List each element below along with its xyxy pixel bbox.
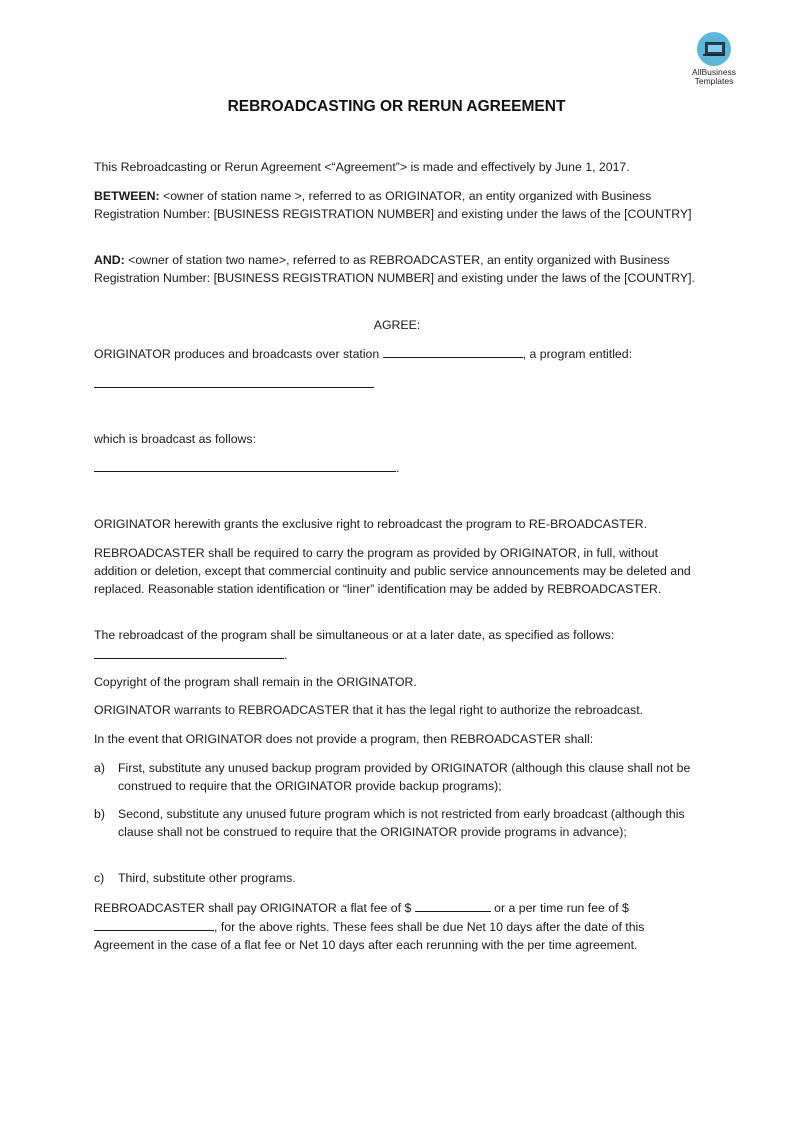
agree-heading: AGREE: [373,318,421,332]
simultaneous-paragraph: The rebroadcast of the program shall be simultaneous or at a later date, as specified as follows: [94,628,615,642]
fee-part-3: , for the above rights. These fees shall be due Net 10 days after the date of this Agreement in the case of a flat fee or Net 10 days after each rerunning with the per time agreement. [94,920,645,952]
program-title-blank [94,387,374,388]
broadcast-as-paragraph: which is broadcast as follows: [94,432,256,446]
broadcast-schedule-period: . [396,461,400,475]
between-label: BETWEEN: [94,189,160,203]
list-item [94,869,696,887]
produces-paragraph [94,344,696,363]
between-paragraph [94,187,696,223]
between-text: <owner of station name >, referred to as ORIGINATOR, an entity organized with Business Registration Number: [BUSINESS REGISTRATION NUMBER] and existing under the laws of the [COUNTRY] [94,189,692,221]
and-text: <owner of station two name>, referred to as REBROADCASTER, an entity organized with Business Registration Number: [BUSINESS REGISTRATION NUMBER] and existing under the laws of the [COUNTRY]. [94,253,695,285]
flat-fee-blank [415,898,491,912]
warrants-paragraph: ORIGINATOR warrants to REBROADCASTER that it has the legal right to authorize the rebroadcast. [94,703,644,717]
produces-after: , a program entitled: [522,347,633,361]
rebroadcast-date-blank [94,645,284,659]
and-label: AND: [94,253,125,267]
allbusiness-templates-logo [684,32,744,86]
and-paragraph [94,251,696,287]
document-title: REBROADCASTING OR RERUN AGREEMENT [227,98,566,115]
event-paragraph: In the event that ORIGINATOR does not provide a program, then REBROADCASTER shall: [94,732,594,746]
fee-part-2: or a per time run fee of $ [490,901,629,915]
grants-paragraph: ORIGINATOR herewith grants the exclusive right to rebroadcast the program to RE-BROADCASTER. [94,517,648,531]
list-item-label: c) [94,871,105,885]
rebroadcast-date-period: . [284,648,288,662]
list-item-text: Third, substitute other programs. [118,871,296,885]
list-item-label: b) [94,807,105,821]
laptop-icon [697,32,731,66]
required-paragraph: REBROADCASTER shall be required to carry the program as provided by ORIGINATOR, in full, without addition or deletion, except that commercial continuity and public service announcements may be deleted and replaced. Reasonable station identification or “liner” identification may be added by REBROADCASTER. [94,546,691,596]
logo-line-2: Templates [694,76,734,86]
produces-before: ORIGINATOR produces and broadcasts over station [94,347,383,361]
list-item-text: First, substitute any unused backup program provided by ORIGINATOR (although this clause shall not be construed to require that the ORIGINATOR provide backup programs); [118,761,691,793]
list-item-text: Second, substitute any unused future program which is not restricted from early broadcast (although this clause shall not be construed to require that the ORIGINATOR provide programs in advance); [118,807,685,839]
per-run-fee-blank [94,917,214,931]
broadcast-schedule-line [94,458,696,477]
copyright-paragraph: Copyright of the program shall remain in the ORIGINATOR. [94,675,417,689]
logo-text [684,68,744,86]
list-item-label: a) [94,761,105,775]
logo-line-1: AllBusiness [692,67,736,77]
fee-part-1: REBROADCASTER shall pay ORIGINATOR a flat fee of $ [94,901,415,915]
broadcast-schedule-blank [94,458,396,472]
intro-paragraph: This Rebroadcasting or Rerun Agreement <“Agreement”> is made and effectively by June 1, 2017. [94,160,630,174]
list-item [94,805,696,841]
fee-paragraph [94,898,696,954]
list-item [94,759,696,795]
station-blank [383,344,523,358]
rebroadcast-date-line [94,645,696,664]
